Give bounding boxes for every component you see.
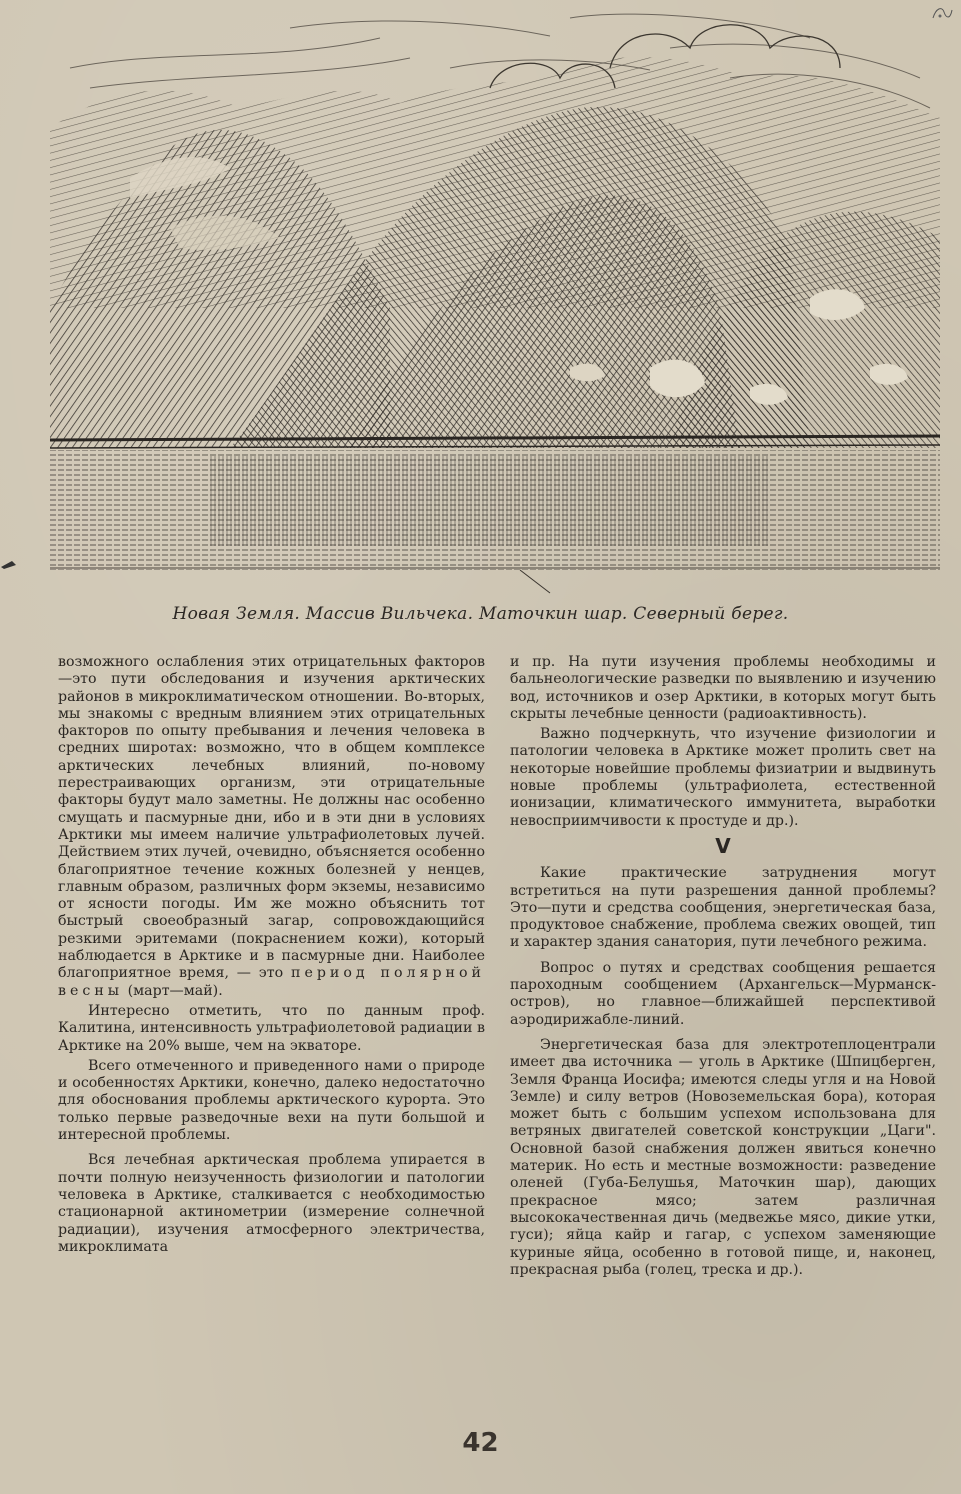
paragraph: Важно подчеркнуть, что изучение физиологии и патологии человека в Арктике может пролить свет на некоторые новейшие проблемы физиатрии и выдвинуть новые проблемы (ультрафиолета, естественной ионизации, климатического иммунитета, выработки невосприимчивости к простуде и др.).	[510, 726, 936, 829]
landscape-engraving	[50, 8, 940, 598]
illustration-caption: Новая Земля. Массив Вильчека. Маточкин шар. Северный берег.	[172, 604, 789, 624]
section-heading: V	[715, 833, 731, 858]
paragraph-tail: (март—май).	[123, 982, 223, 999]
paragraph: Всего отмеченного и приведенного нами о природе и особенностях Арктики, конечно, далеко недостаточно для обоснования проблемы арктического курорта. Это только первые разведочные вехи на пути большой и интересной проблемы.	[58, 1057, 485, 1144]
paragraph: Энергетическая база для электротеплоцентрали имеет два источника — уголь в Арктике (Шпицберген, Земля Франца Иосифа; имеются следы угля и на Новой Земле) и силу ветров (Новоземельская бора), которая может быть с большим успехом использована для ветряных двигателей советской конструкции „Цаги". Основной базой снабжения должен явиться конечно материк. Но есть и местные возможности: разведение оленей (Губа-Белушья, Маточкин шар), дающих прекрасное мясо; затем различная высококачественная дичь (медвежье мясо, дикие утки, гуси); яйца кайр и гагар, с успехом заменяющие куриные яйца, особенно в готовой пище, и, наконец, прекрасная рыба (голец, треска и др.).	[510, 1036, 936, 1278]
paragraph: Интересно отметить, что по данным проф. Калитина, интенсивность ультрафиолетовой радиации в Арктике на 20% выше, чем на экваторе.	[58, 1002, 485, 1054]
spaced-emphasis: период полярной весны	[58, 965, 485, 999]
paragraph-text: возможного ослабления этих отрицательных факторов—это пути обследования и изучения арктических районов в микроклиматическом отношении. Во-вторых, мы знакомы с вредным влиянием этих отрицательных факторов по опыту пребывания и лечения человека в средних широтах: возможно, что в общем комплексе арктических лечебных влияний, по-новому перестраивающих организм, эти отрицательные факторы будут мало заметны. Не должны нас особенно смущать и пасмурные дни, ибо и в эти дни в условиях Арктики мы имеем наличие ультрафиолетовых лучей. Действием этих лучей, очевидно, объясняется особенно благоприятное течение кожных болезней у ненцев, главным образом, различных форм экземы, независимо от ясности погоды. Им же можно объяснить тот быстрый своеобразный загар, сопровождающийся резкими эритемами (покраснением кожи), который наблюдается в Арктике и в пасмурные дни. Наиболее благоприятное время, — это	[58, 654, 485, 982]
margin-mark-icon	[0, 556, 18, 570]
right-column	[510, 654, 936, 1279]
paragraph: Вся лечебная арктическая проблема упирается в почти полную неизученность физиологии и патологии человека в Арктике, сталкивается с необходимостью стационарной актинометрии (измерение солнечной радиации), изучения атмосферного электричества, микроклимата	[58, 1152, 485, 1255]
page-number: 42	[462, 1428, 499, 1458]
paragraph: Вопрос о путях и средствах сообщения решается пароходным сообщением (Архангельск—Мурманск-остров), но главное—ближайшей перспективой аэродирижабле-линий.	[510, 959, 936, 1028]
paragraph	[58, 654, 485, 1000]
paragraph: Какие практические затруднения могут встретиться на пути разрешения данной проблемы? Это—пути и средства сообщения, энергетическая база, продуктовое снабжение, проблема свежих овощей, тип и характер здания санатория, пути лечебного режима.	[510, 865, 936, 951]
left-column	[58, 654, 485, 1256]
paragraph: и пр. На пути изучения проблемы необходимы и бальнеологические разведки по выявлению и изучению вод, источников и озер Арктики, в которых могут быть скрыты лечебные ценности (радиоактивность).	[510, 654, 936, 722]
